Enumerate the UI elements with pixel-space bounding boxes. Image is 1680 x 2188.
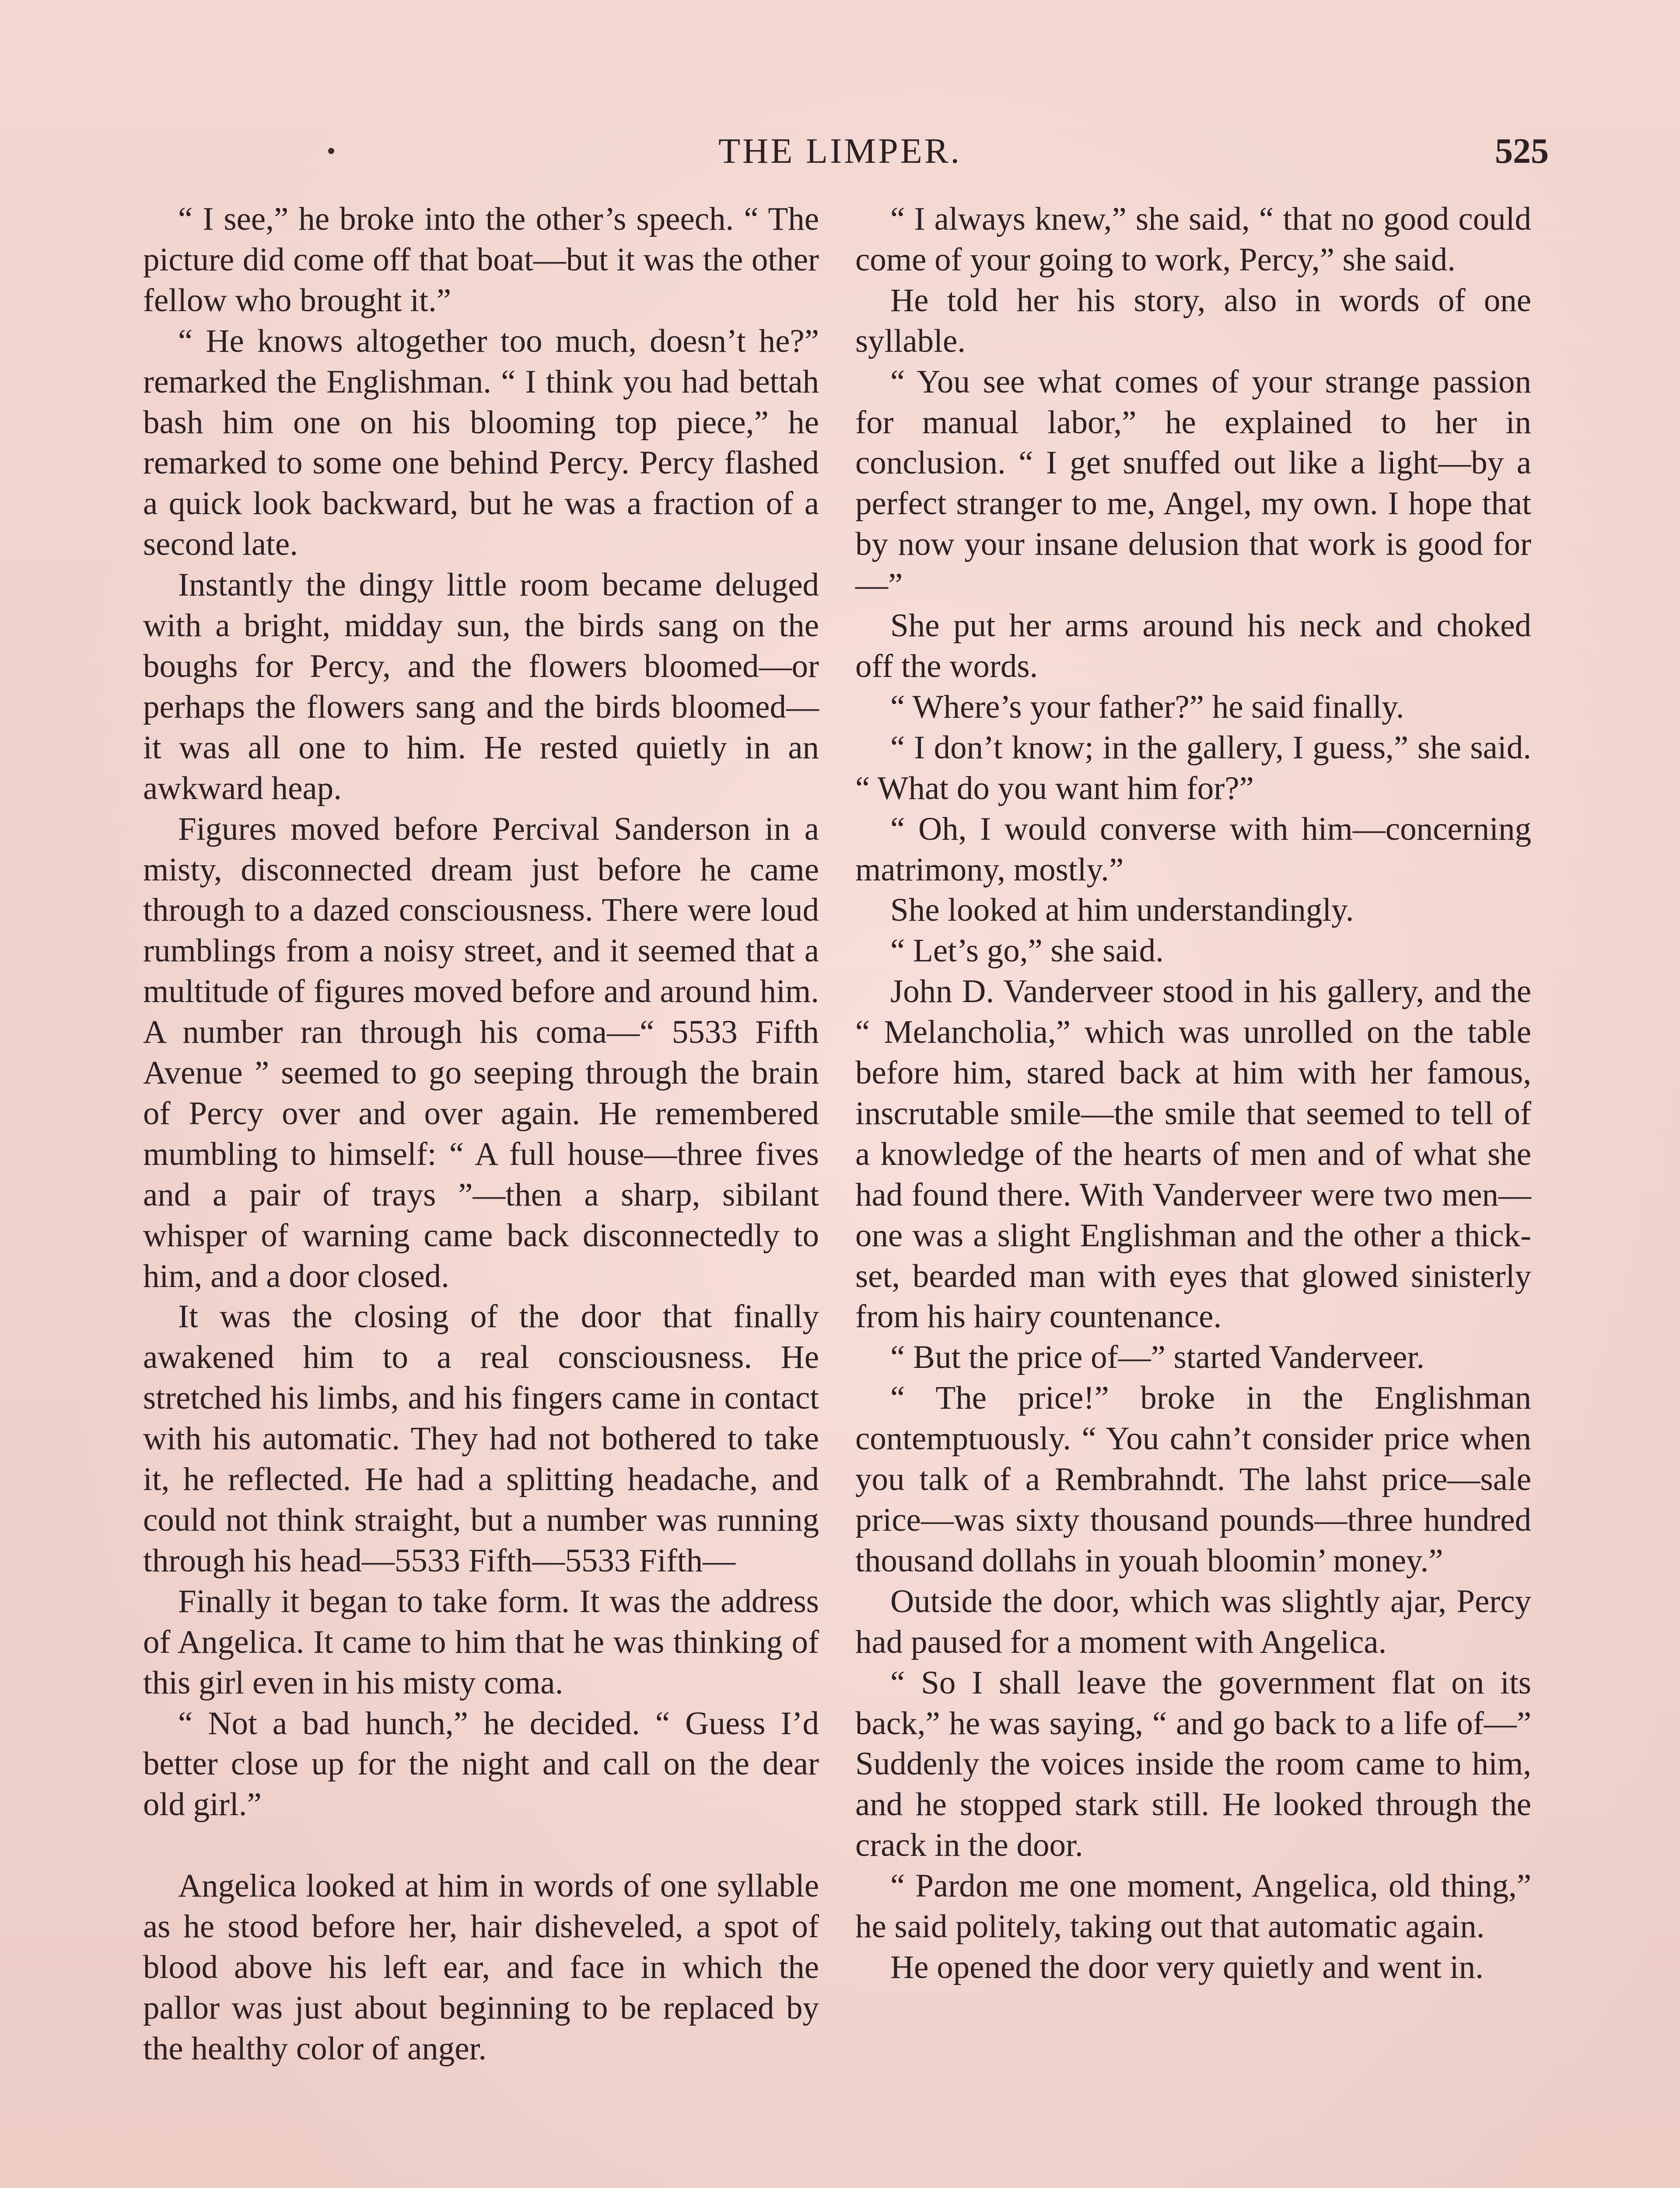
paragraph: “ Let’s go,” she said. [890,933,1164,969]
running-title: THE LIMPER. [718,131,962,171]
left-column [143,199,819,2069]
right-column [855,199,1531,1988]
paragraph: “ Where’s your father?” he said finally. [890,688,1404,725]
paragraph: “ The price!” broke in the Englishman contemptuously. “ You cahn’t consider price when you talk of a Rembrahndt. The lahst price—sale price—was sixty thousand pounds—three hundred thousand dollahs in youah bloomin’ money.” [855,1380,1531,1579]
paragraph: “ He knows altogether too much, doesn’t he?” remarked the Englishman. “ I think you had bettah bash him one on his blooming top piece,” he remarked to some one behind Percy. Percy flashed a quick look backward, but he was a fraction of a second late. [143,323,819,563]
paragraph: Finally it began to take form. It was the address of Angelica. It came to him that he was thinking of this girl even in his misty coma. [143,1583,819,1701]
paragraph: She looked at him understandingly. [890,892,1354,929]
paragraph: She put her arms around his neck and choked off the words. [855,607,1531,684]
paragraph: “ Oh, I would converse with him—concerning matrimony, mostly.” [855,810,1531,888]
paragraph: John D. Vanderveer stood in his gallery, and the “ Melancholia,” which was unrolled on the table before him, stared back at him with her famous, inscrutable smile—the smile that seemed to tell of a knowledge of the hearts of men and of what she had found there. With Vanderveer were two men—one was a slight Englishman and the other a thick-set, bearded man with eyes that glowed sinisterly from his hairy countenance. [855,973,1531,1335]
paragraph: Figures moved before Percival Sanderson in a misty, disconnected dream just before he came through to a dazed consciousness. There were loud rumblings from a noisy street, and it seemed that a multitude of figures moved before and around him. A number ran through his coma—“ 5533 Fifth Avenue ” seemed to go seeping through the brain of Percy over and over again. He remembered mumbling to himself: “ A full house—three fives and a pair of trays ”—then a sharp, sibilant whisper of warning came back disconnectedly to him, and a door closed. [143,810,819,1294]
paragraph: Outside the door, which was slightly ajar, Percy had paused for a moment with Angelica. [855,1583,1531,1660]
paragraph: “ I don’t know; in the gallery, I guess,” she said. “ What do you want him for?” [855,729,1531,806]
paragraph: “ So I shall leave the government flat on its back,” he was saying, “ and go back to a life of—” Suddenly the voices inside the room came to him, and he stopped stark still. He looked through the crack in the door. [855,1664,1531,1864]
paragraph: “ But the price of—” started Vanderveer. [890,1339,1425,1376]
paragraph: “ You see what comes of your strange passion for manual labor,” he explained to her in conclusion. “ I get snuffed out like a light—by a perfect stranger to me, Angel, my own. I hope that by now your insane delusion that work is good for—” [855,363,1531,603]
paragraph: “ Pardon me one moment, Angelica, old thing,” he said politely, taking out that automatic again. [855,1868,1531,1945]
running-header [131,127,1549,179]
paragraph: “ I always knew,” she said, “ that no good could come of your going to work, Percy,” she said. [855,201,1531,278]
paragraph: “ Not a bad hunch,” he decided. “ Guess I’d better close up for the night and call on the dear old girl.” [143,1705,819,1823]
paragraph: He told her his story, also in words of one syllable. [855,282,1531,359]
paragraph: He opened the door very quietly and went in. [890,1949,1484,1985]
paragraph: “ I see,” he broke into the other’s speech. “ The picture did come off that boat—but it was the other fellow who brought it.” [143,201,819,319]
paragraph: Angelica looked at him in words of one syllable as he stood before her, hair disheveled, a spot of blood above his left ear, and face in which the pallor was just about beginning to be replaced by the healthy color of anger. [143,1868,819,2067]
paragraph: Instantly the dingy little room became deluged with a bright, midday sun, the birds sang on the boughs for Percy, and the flowers bloomed—or perhaps the flowers sang and the birds bloomed—it was all one to him. He rested quietly in an awkward heap. [143,567,819,806]
paragraph: It was the closing of the door that finally awakened him to a real consciousness. He stretched his limbs, and his fingers came in contact with his automatic. They had not bothered to take it, he reflected. He had a splitting headache, and could not think straight, but a number was running through his head—5533 Fifth—5533 Fifth— [143,1298,819,1579]
page-number: 525 [1495,131,1549,171]
